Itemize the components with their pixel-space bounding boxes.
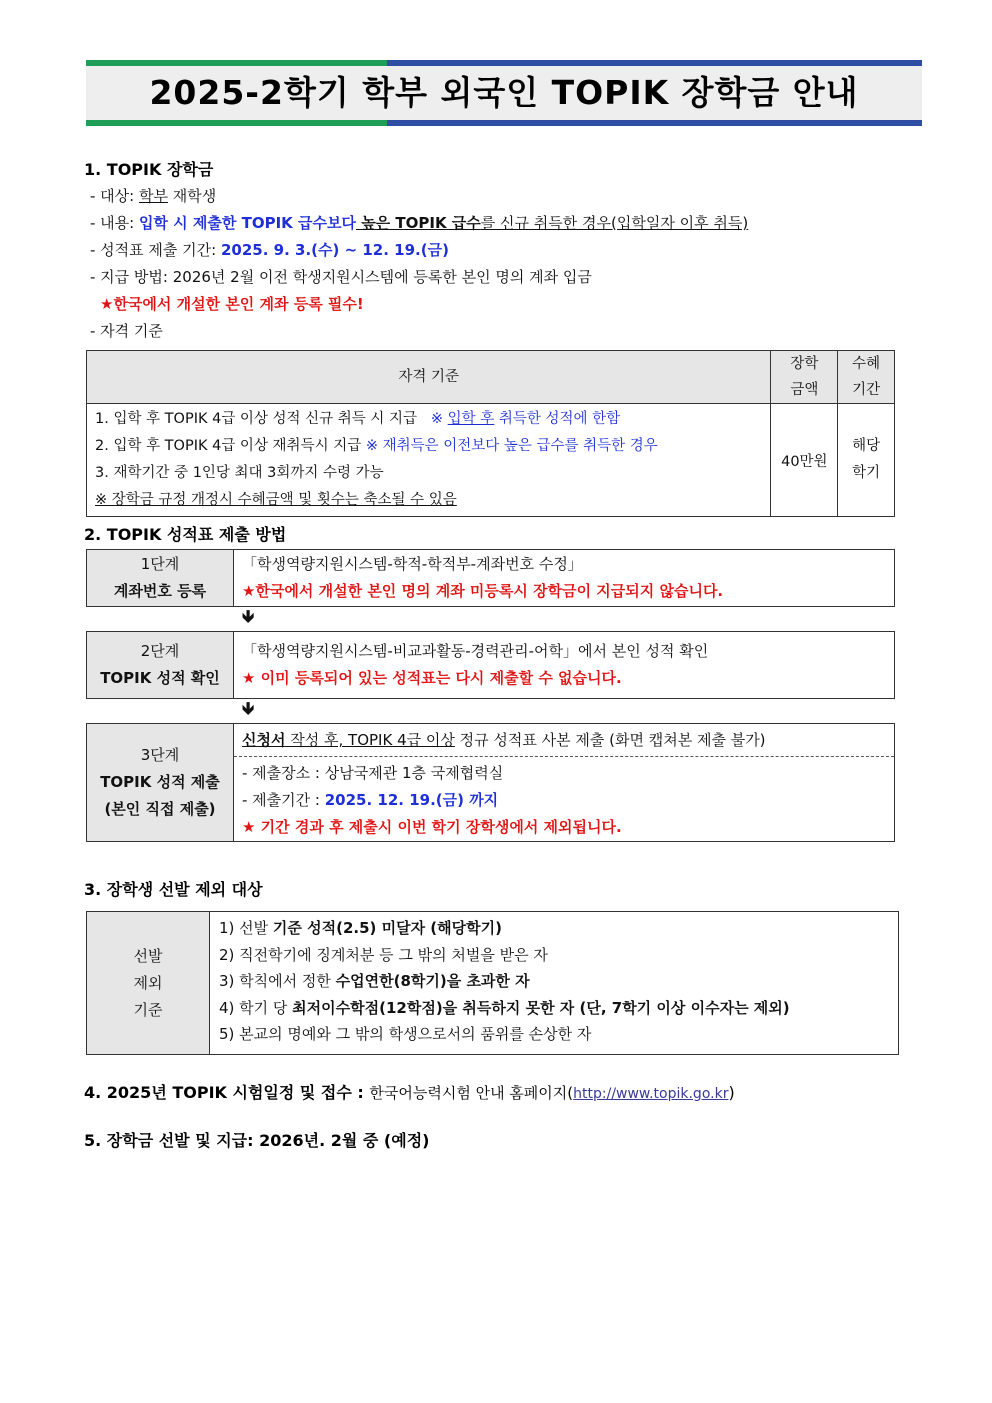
header-period: 수혜 기간	[838, 351, 895, 404]
header-amount: 장학 금액	[771, 351, 838, 404]
period-cell: 해당 학기	[838, 404, 895, 517]
section-5-heading: 5. 장학금 선발 및 지급: 2026년. 2월 중 (예정)	[84, 1131, 430, 1150]
step-1-content: 「학생역량지원시스템-학적-학적부-계좌번호 수정」 ★한국에서 개설한 본인 명의 계좌 미등록시 장학금이 지급되지 않습니다.	[242, 555, 724, 600]
criteria-label: - 자격 기준	[90, 322, 163, 340]
payment-line: - 지급 방법: 2026년 2월 이전 학생지원시스템에 등록한 본인 명의 계좌 입금	[90, 268, 592, 286]
exclusion-table	[86, 911, 899, 1055]
step-3-box	[86, 723, 895, 842]
amount-cell: 40만원	[771, 404, 838, 517]
section-2-heading: 2. TOPIK 성적표 제출 방법	[84, 525, 287, 544]
criteria-note: ※ 장학금 규정 개정시 수혜금액 및 횟수는 축소될 수 있음	[95, 492, 457, 508]
step-3-content	[234, 724, 894, 841]
exclusion-item-3: 3) 학칙에서 정한 수업연한(8학기)을 초과한 자	[219, 972, 530, 991]
header-criteria: 자격 기준	[87, 351, 771, 404]
exclusion-label: 선발 제외 기준	[87, 912, 210, 1054]
criteria-item-1: 1. 입학 후 TOPIK 4급 이상 성적 신규 취득 시 지급 ※ 입학 후 취득한 성적에 한함	[95, 411, 621, 427]
criteria-item-3: 3. 재학기간 중 1인당 최대 3회까지 수령 가능	[95, 465, 384, 481]
criteria-item-2: 2. 입학 후 TOPIK 4급 이상 재취득시 지급 ※ 재취득은 이전보다 높은 급수를 취득한 경우	[95, 438, 658, 454]
step-3-main-line: 신청서 작성 후, TOPIK 4급 이상 정규 성적표 사본 제출 (화면 캡쳐본 제출 불가)	[234, 724, 894, 757]
page-title: 2025-2학기 학부 외국인 TOPIK 장학금 안내	[149, 73, 859, 112]
step-2-label: 2단계 TOPIK 성적 확인	[87, 632, 234, 698]
arrow-down-icon: 🡻	[242, 607, 255, 627]
step-2-content: 「학생역량지원시스템-비교과활동-경력관리-어학」에서 본인 성적 확인 ★ 이미 등록되어 있는 성적표는 다시 제출할 수 없습니다.	[242, 642, 709, 687]
section-1-heading: 1. TOPIK 장학금	[84, 160, 214, 179]
section-4-heading: 4. 2025년 TOPIK 시험일정 및 접수 : 한국어능력시험 안내 홈페이지(http://www.topik.go.kr)	[84, 1083, 735, 1102]
title-banner	[86, 60, 922, 126]
exclusion-item-4: 4) 학기 당 최저이수학점(12학점)을 취득하지 못한 자 (단, 7학기 이상 이수자는 제외)	[219, 998, 790, 1017]
criteria-table-header	[87, 351, 895, 404]
target-line: - 대상: 학부 재학생	[90, 187, 217, 205]
exclusion-item-5: 5) 본교의 명예와 그 밖의 학생으로서의 품위를 손상한 자	[219, 1025, 592, 1044]
step-3-details: - 제출장소 : 상남국제관 1층 국제협력실 - 제출기간 : 2025. 12. 19.(금) 까지 ★ 기간 경과 후 제출시 이번 학기 장학생에서 제외됩니다.	[242, 764, 622, 836]
step-1-box	[86, 549, 895, 607]
payment-note: ★한국에서 개설한 본인 계좌 등록 필수!	[100, 295, 364, 313]
criteria-cell	[87, 404, 771, 517]
banner-top-stripe	[86, 60, 922, 66]
submission-period-line: - 성적표 제출 기간: 2025. 9. 3.(수) ~ 12. 19.(금)	[90, 241, 449, 259]
criteria-table	[86, 350, 895, 517]
step-1-label: 1단계 계좌번호 등록	[87, 550, 234, 606]
arrow-down-icon: 🡻	[242, 699, 255, 719]
exclusion-item-1: 1) 선발 기준 성적(2.5) 미달자 (해당학기)	[219, 919, 502, 937]
banner-bottom-stripe	[86, 120, 922, 126]
step-3-label: 3단계 TOPIK 성적 제출 (본인 직접 제출)	[87, 724, 234, 841]
exclusion-list	[210, 912, 898, 1054]
section-3-heading: 3. 장학생 선발 제외 대상	[84, 880, 263, 899]
exclusion-item-2: 2) 직전학기에 징계처분 등 그 밖의 처벌을 받은 자	[219, 945, 548, 964]
step-2-box	[86, 631, 895, 699]
topik-homepage-link[interactable]: http://www.topik.go.kr	[573, 1086, 729, 1102]
criteria-table-row	[87, 404, 895, 517]
content-line: - 내용: 입학 시 제출한 TOPIK 급수보다 높은 TOPIK 급수를 신규 취득한 경우(입학일자 이후 취득)	[90, 214, 749, 232]
